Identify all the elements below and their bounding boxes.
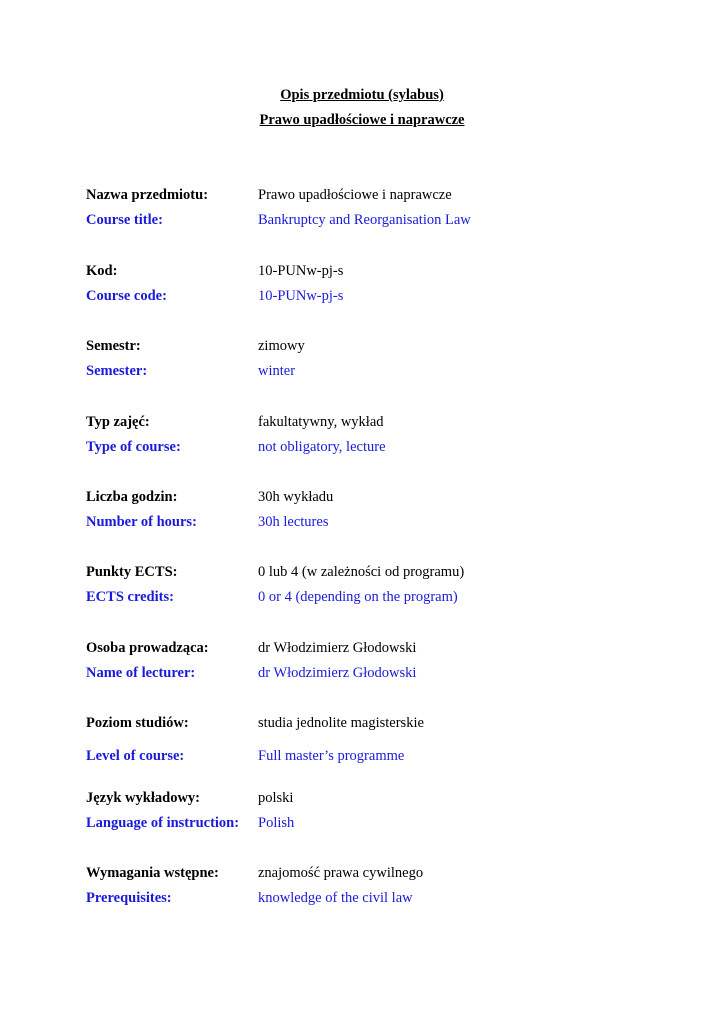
- field-semester-pl: [0, 337, 724, 355]
- field-value: dr Włodzimierz Głodowski: [258, 665, 417, 681]
- field-hours-en: [0, 513, 724, 531]
- field-hours-pl: [0, 488, 724, 506]
- field-value: dr Włodzimierz Głodowski: [258, 640, 417, 656]
- field-level-pl: [0, 714, 724, 732]
- field-label: Kod:: [86, 263, 118, 279]
- field-label: Level of course:: [86, 748, 185, 764]
- field-value: Prawo upadłościowe i naprawcze: [258, 187, 452, 203]
- field-value: Polish: [258, 815, 295, 831]
- field-value: winter: [258, 363, 296, 379]
- field-label: Semester:: [86, 363, 148, 379]
- field-value: not obligatory, lecture: [258, 439, 386, 455]
- field-value: 0 or 4 (depending on the program): [258, 589, 458, 605]
- field-value: knowledge of the civil law: [258, 890, 413, 906]
- field-value: Bankruptcy and Reorganisation Law: [258, 212, 471, 228]
- field-label: Course code:: [86, 288, 167, 304]
- field-value: 10-PUNw-pj-s: [258, 263, 344, 279]
- field-ects-pl: [0, 563, 724, 581]
- field-value: polski: [258, 790, 294, 806]
- field-value: fakultatywny, wykład: [258, 414, 384, 430]
- field-value: 30h wykładu: [258, 489, 334, 505]
- field-label: Type of course:: [86, 439, 181, 455]
- field-label: Nazwa przedmiotu:: [86, 187, 209, 203]
- field-semester-en: [0, 362, 724, 380]
- field-course-name-en: [0, 211, 724, 229]
- field-value: znajomość prawa cywilnego: [258, 865, 424, 881]
- field-language-pl: [0, 789, 724, 807]
- field-label: Osoba prowadząca:: [86, 640, 209, 656]
- field-label: ECTS credits:: [86, 589, 174, 605]
- field-label: Semestr:: [86, 338, 141, 354]
- field-label: Typ zajęć:: [86, 414, 150, 430]
- field-label: Punkty ECTS:: [86, 564, 178, 580]
- field-value: 0 lub 4 (w zależności od programu): [258, 564, 465, 580]
- field-value: 30h lectures: [258, 514, 329, 530]
- field-label: Poziom studiów:: [86, 715, 189, 731]
- field-course-name-pl: [0, 186, 724, 204]
- field-label: Language of instruction:: [86, 815, 240, 831]
- document-title: Opis przedmiotu (sylabus): [280, 87, 444, 103]
- field-value: studia jednolite magisterskie: [258, 715, 424, 731]
- field-code-pl: [0, 262, 724, 280]
- field-value: zimowy: [258, 338, 305, 354]
- field-label: Name of lecturer:: [86, 665, 196, 681]
- field-prerequisites-pl: [0, 864, 724, 882]
- field-label: Wymagania wstępne:: [86, 865, 219, 881]
- field-ects-en: [0, 588, 724, 606]
- field-level-en: [0, 747, 724, 765]
- field-label: Język wykładowy:: [86, 790, 200, 806]
- field-type-pl: [0, 413, 724, 431]
- field-language-en: [0, 814, 724, 832]
- field-label: Course title:: [86, 212, 163, 228]
- field-label: Prerequisites:: [86, 890, 172, 906]
- field-code-en: [0, 287, 724, 305]
- field-label: Liczba godzin:: [86, 489, 178, 505]
- field-type-en: [0, 438, 724, 456]
- course-subtitle: Prawo upadłościowe i naprawcze: [259, 112, 465, 128]
- field-lecturer-en: [0, 664, 724, 682]
- field-lecturer-pl: [0, 639, 724, 657]
- field-value: Full master’s programme: [258, 748, 405, 764]
- field-prerequisites-en: [0, 889, 724, 907]
- field-label: Number of hours:: [86, 514, 197, 530]
- field-value: 10-PUNw-pj-s: [258, 288, 344, 304]
